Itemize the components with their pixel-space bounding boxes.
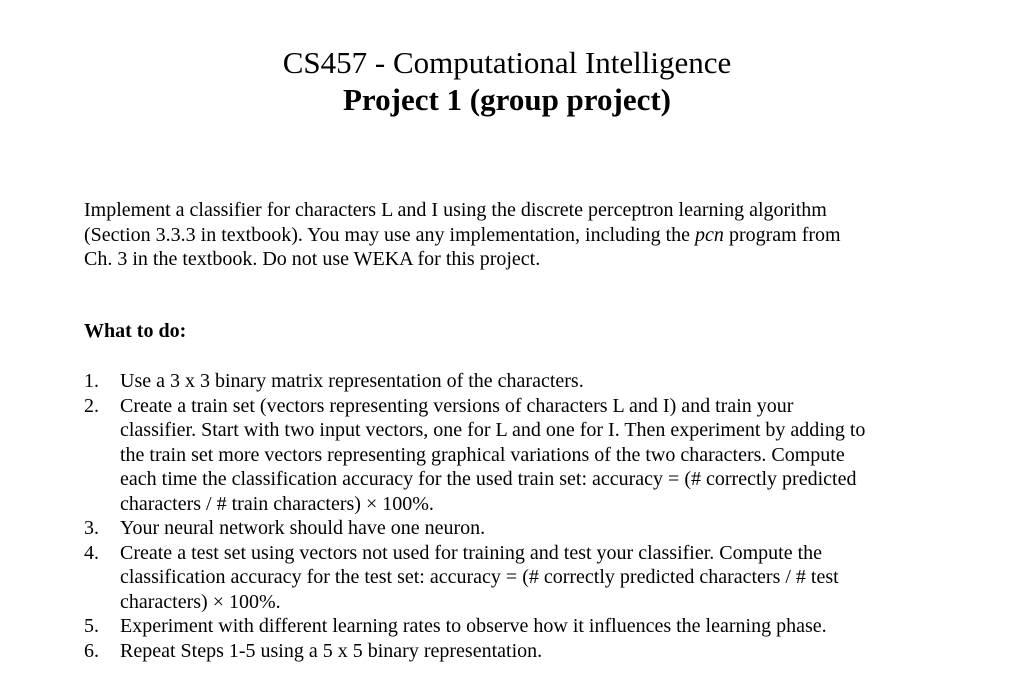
step-text-line: Repeat Steps 1-5 using a 5 x 5 binary representation. <box>120 639 543 662</box>
step-text-line: Your neural network should have one neuron. <box>120 517 486 539</box>
step-text-line: each time the classification accuracy for the used train set: accuracy = (# correctly predicted <box>120 468 857 490</box>
step-text-line: Experiment with different learning rates to observe how it influences the learning phase. <box>120 615 827 637</box>
step-text-line: Create a test set using vectors not used for training and test your classifier. Compute the <box>120 541 823 564</box>
step-item-3 <box>84 516 865 541</box>
step-text-line: Use a 3 x 3 binary matrix representation of the characters. <box>120 370 584 392</box>
step-text-line: classifier. Start with two input vectors, one for L and one for I. Then experiment by adding to <box>120 419 866 441</box>
step-item-2 <box>84 394 865 517</box>
intro-line-2 <box>84 223 944 248</box>
step-item-4 <box>84 541 865 615</box>
step-item-1 <box>84 369 865 394</box>
intro-line-1: Implement a classifier for characters L and I using the discrete perceptron learning algorithm <box>84 199 827 221</box>
step-number: 1. <box>84 370 99 392</box>
step-number: 5. <box>84 615 99 637</box>
intro-line-2-text-after: program from <box>723 223 841 246</box>
step-text-line: Create a train set (vectors representing versions of characters L and I) and train your <box>120 394 794 417</box>
pcn-program-name: pcn <box>695 223 724 246</box>
step-number: 4. <box>84 541 99 564</box>
step-text-line: the train set more vectors representing graphical variations of the two characters. Compute <box>120 443 845 466</box>
step-text-line: characters) × 100%. <box>120 590 281 613</box>
steps-list <box>84 369 865 663</box>
intro-paragraph <box>84 198 944 272</box>
intro-line-3: Ch. 3 in the textbook. Do not use WEKA for this project. <box>84 248 541 270</box>
document-title: CS457 - Computational Intelligence <box>282 45 732 80</box>
step-number: 2. <box>84 394 99 417</box>
step-item-6 <box>84 639 865 664</box>
step-text-line: classification accuracy for the test set: accuracy = (# correctly predicted characters / # test <box>120 566 839 588</box>
step-number: 3. <box>84 517 99 539</box>
step-text-line: characters / # train characters) × 100%. <box>120 492 434 515</box>
intro-line-2-text-before: (Section 3.3.3 in textbook). You may use any implementation, including the <box>84 223 696 246</box>
step-item-5 <box>84 614 865 639</box>
document-subtitle: Project 1 (group project) <box>343 82 671 117</box>
section-heading: What to do: <box>84 320 187 342</box>
step-number: 6. <box>84 639 99 662</box>
